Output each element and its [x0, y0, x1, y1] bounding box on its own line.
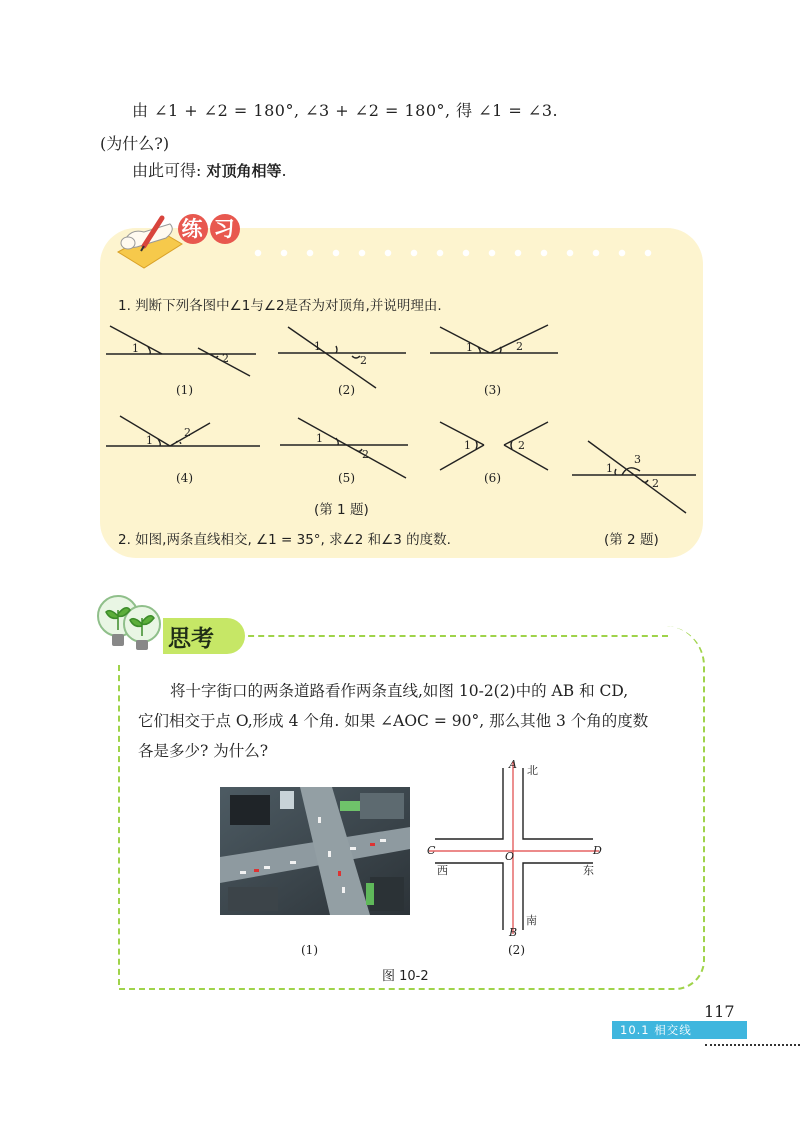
- fig1-angle-1: 1: [132, 342, 139, 355]
- vertical-angles-statement: 对顶角相等: [206, 162, 282, 180]
- practice-dots-divider: [245, 249, 665, 257]
- north-label: 北: [527, 764, 538, 777]
- footer-dotted-line: [705, 1044, 800, 1046]
- point-c-label: C: [427, 844, 436, 857]
- question-2-diagram: [568, 435, 700, 517]
- east-label: 东: [583, 864, 594, 877]
- page-number: 117: [704, 1002, 735, 1021]
- figure-caption: 图 10-2: [382, 969, 429, 984]
- fig3-angle-2: 2: [516, 340, 523, 353]
- think-paragraph-line-1: 将十字街口的两条道路看作两条直线,如图 10-2(2)中的 AB 和 CD,: [170, 682, 629, 700]
- think-title: 思考: [168, 626, 214, 652]
- fig-label-4: (4): [176, 471, 193, 485]
- fig-label-5: (5): [338, 471, 355, 485]
- intro-line-1: 由 ∠1 + ∠2 = 180°, ∠3 + ∠2 = 180°, 得 ∠1 = ∠3.: [132, 101, 559, 120]
- point-d-label: D: [593, 844, 602, 857]
- fig-label-1: (1): [176, 383, 193, 397]
- intro-line-3: [132, 158, 287, 181]
- west-label: 西: [437, 864, 448, 877]
- practice-title-char-2: 习: [210, 214, 240, 244]
- figure-1-label: (1): [301, 943, 318, 957]
- chapter-bar: [612, 1021, 747, 1039]
- fig6-angle-1: 1: [464, 439, 471, 452]
- lightbulb-icon: [94, 590, 166, 660]
- fig4-angle-1: 1: [146, 434, 153, 447]
- fig2-angle-2: 2: [360, 354, 367, 367]
- figure-2-label: (2): [508, 943, 525, 957]
- question-2-caption: (第 2 题): [604, 532, 659, 548]
- q2-angle-2: 2: [652, 477, 659, 490]
- q2-angle-1: 1: [606, 462, 613, 475]
- crossroad-diagram: [425, 758, 615, 938]
- intro-line-3-suffix: .: [281, 161, 287, 180]
- fig5-angle-1: 1: [316, 432, 323, 445]
- think-panel-left-border: [118, 665, 120, 985]
- question-1-caption: (第 1 题): [314, 502, 369, 518]
- think-panel-top-border: [238, 635, 668, 637]
- fig-label-3: (3): [484, 383, 501, 397]
- fig5-angle-2: 2: [362, 448, 369, 461]
- q2-angle-3: 3: [634, 453, 641, 466]
- think-paragraph-line-3: 各是多少? 为什么?: [138, 742, 269, 760]
- fig2-angle-1: 1: [314, 340, 321, 353]
- fig-label-2: (2): [338, 383, 355, 397]
- fig-label-6: (6): [484, 471, 501, 485]
- fig1-angle-2: 2: [222, 352, 229, 365]
- intro-line-3-prefix: 由此可得:: [132, 161, 207, 180]
- point-o-label: O: [505, 850, 515, 863]
- chapter-title: 10.1 相交线: [620, 1023, 692, 1037]
- fig4-angle-2: 2: [184, 426, 191, 439]
- point-a-label: A: [509, 758, 517, 771]
- practice-title-char-1: 练: [178, 214, 208, 244]
- south-label: 南: [526, 914, 537, 927]
- crossroad-aerial-photo: [220, 787, 410, 915]
- intro-line-2: (为什么?): [100, 134, 170, 153]
- fig3-angle-1: 1: [466, 341, 473, 354]
- practice-question-1: 1. 判断下列各图中∠1与∠2是否为对顶角,并说明理由.: [118, 298, 442, 314]
- point-b-label: B: [509, 926, 518, 938]
- practice-title: [178, 214, 242, 244]
- fig6-angle-2: 2: [518, 439, 525, 452]
- think-paragraph-line-2: 它们相交于点 O,形成 4 个角. 如果 ∠AOC = 90°, 那么其他 3 个角的度数: [138, 712, 649, 730]
- practice-question-2: 2. 如图,两条直线相交, ∠1 = 35°, 求∠2 和∠3 的度数.: [118, 532, 451, 548]
